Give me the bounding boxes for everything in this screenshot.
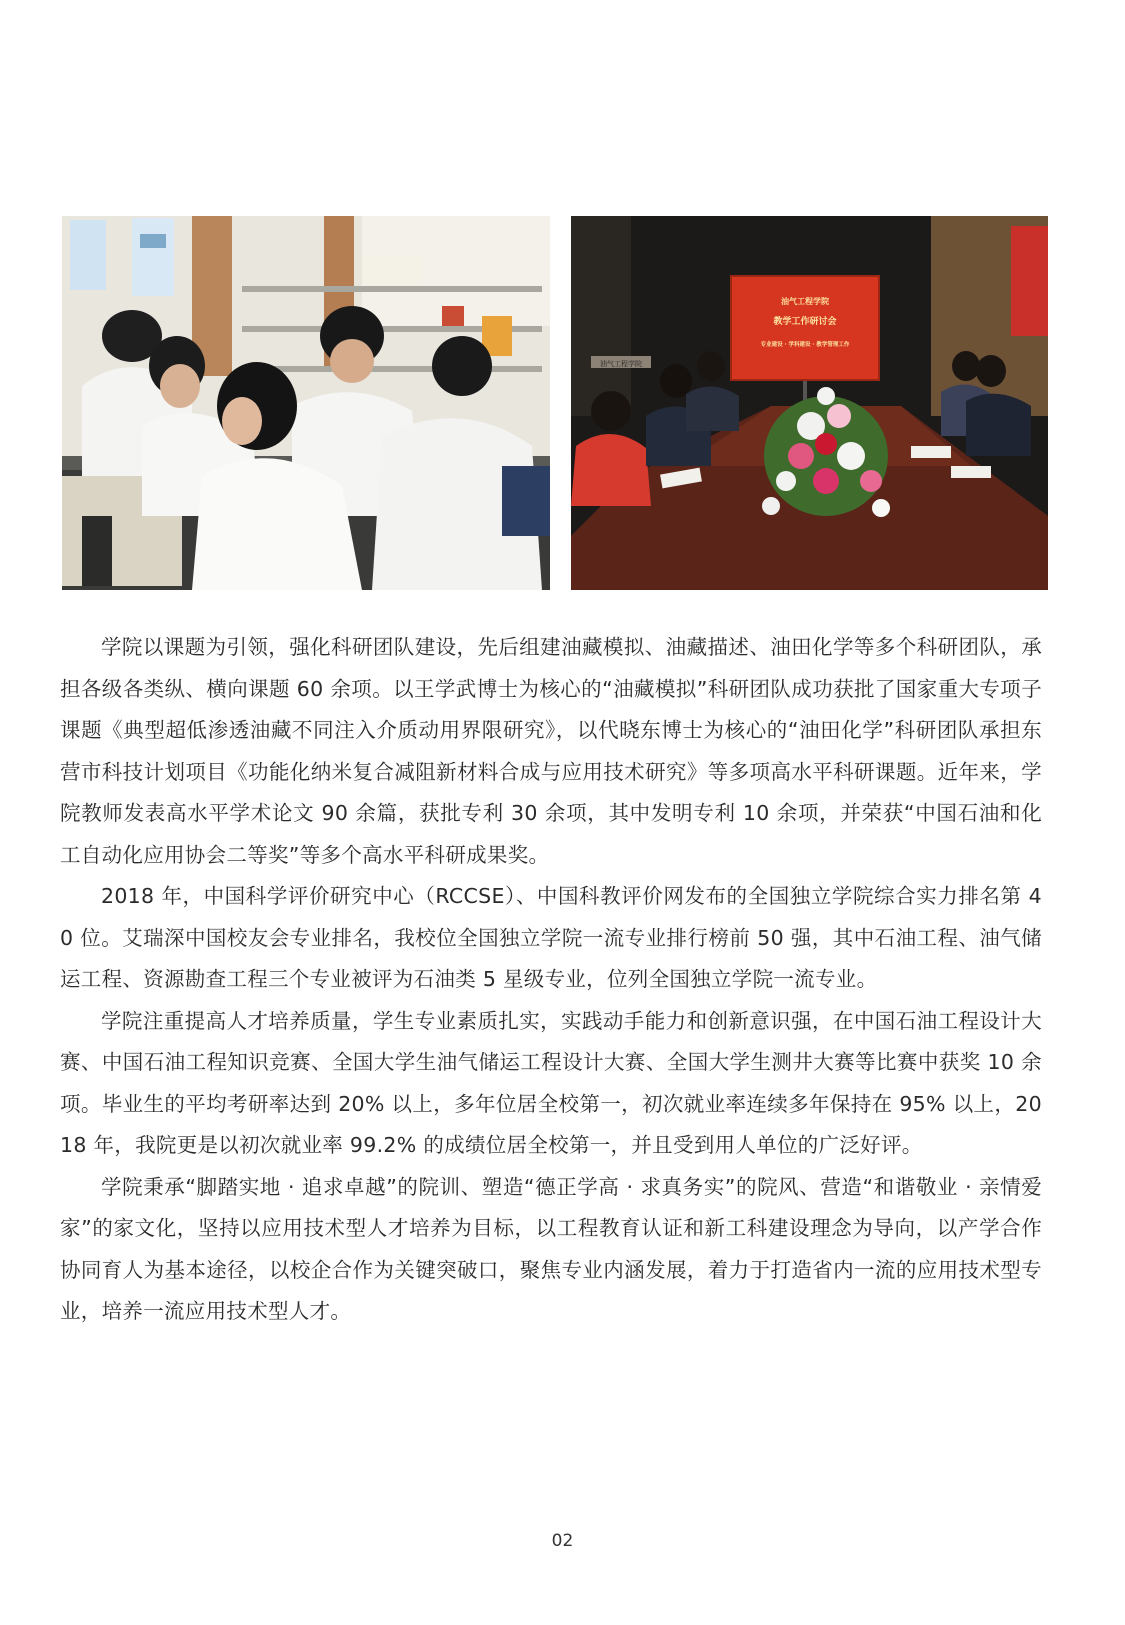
body-text: [60, 627, 1042, 1333]
page-number: 02: [551, 1531, 574, 1551]
meeting-photo: [571, 216, 1048, 590]
lab-photo: [62, 216, 550, 590]
paragraph-ranking: 2018 年，中国科学评价研究中心（RCCSE）、中国科教评价网发布的全国独立学院综合实力排名第 40 位。艾瑞深中国校友会专业排名，我校位全国独立学院一流专业排行榜前 50 强，其中石油工程、油气储运工程、资源勘查工程三个专业被评为石油类 5 星级专业，位列全国独立学院一流专业。: [60, 884, 1042, 991]
slide-tagline: 专业建设 · 学科建设 · 教学管理工作: [760, 342, 850, 348]
slide-title: 油气工程学院: [781, 297, 829, 306]
wall-sign: 油气工程学院: [600, 360, 642, 368]
meeting-photo-image: [571, 216, 1048, 590]
paragraph-research: 学院以课题为引领，强化科研团队建设，先后组建油藏模拟、油藏描述、油田化学等多个科研团队，承担各级各类纵、横向课题 60 余项。以王学武博士为核心的“油藏模拟”科研团队成功获批了国家重大专项子课题《典型超低渗透油藏不同注入介质动用界限研究》，以代晓东博士为核心的“油田化学”科研团队承担东营市科技计划项目《功能化纳米复合减阻新材料合成与应用技术研究》等多项高水平科研课题。近年来，学院教师发表高水平学术论文 90 余篇，获批专利 30 余项，其中发明专利 10 余项，并荣获“中国石油和化工自动化应用协会二等奖”等多个高水平科研成果奖。: [60, 635, 1042, 867]
lab-photo-image: [62, 216, 550, 590]
paragraph-talent: 学院注重提高人才培养质量，学生专业素质扎实，实践动手能力和创新意识强，在中国石油工程设计大赛、中国石油工程知识竞赛、全国大学生油气储运工程设计大赛、全国大学生测井大赛等比赛中获奖 10 余项。毕业生的平均考研率达到 20% 以上，多年位居全校第一，初次就业率连续多年保持在 95% 以上，2018 年，我院更是以初次就业率 99.2% 的成绩位居全校第一，并且受到用人单位的广泛好评。: [60, 1008, 1042, 1157]
paragraph-culture: 学院秉承“脚踏实地 · 追求卓越”的院训、塑造“德正学高 · 求真务实”的院风、营造“和谐敬业 · 亲情爱家”的家文化，坚持以应用技术型人才培养为目标，以工程教育认证和新工科建设理念为导向，以产学合作协同育人为基本途径，以校企合作为关键突破口，聚焦专业内涵发展，着力于打造省内一流的应用技术型专业，培养一流应用技术型人才。: [60, 1174, 1042, 1323]
slide-subtitle: 教学工作研讨会: [773, 317, 837, 327]
presentation-slide: [731, 276, 879, 380]
